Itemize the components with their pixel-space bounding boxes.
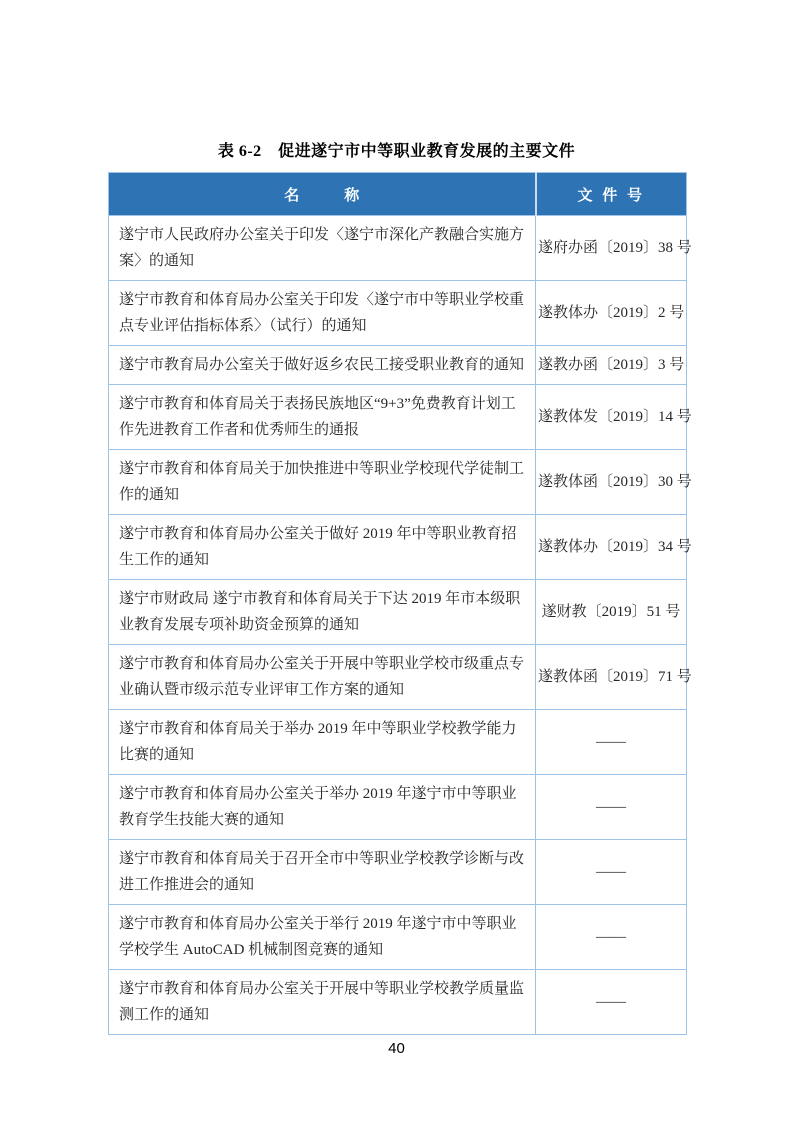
- table-header: [109, 173, 687, 216]
- table-row: [109, 645, 687, 710]
- table-row: [109, 346, 687, 385]
- header-row: [109, 173, 687, 216]
- document-number-cell: 遂府办函〔2019〕38 号: [536, 216, 687, 281]
- document-name-cell: 遂宁市教育和体育局关于举办 2019 年中等职业学校教学能力比赛的通知: [109, 710, 536, 775]
- document-name-cell: 遂宁市教育和体育局办公室关于开展中等职业学校市级重点专业确认暨市级示范专业评审工作方案的通知: [109, 645, 536, 710]
- document-number-cell: ——: [536, 710, 687, 775]
- document-number-cell: 遂教体办〔2019〕2 号: [536, 281, 687, 346]
- document-name-cell: 遂宁市财政局 遂宁市教育和体育局关于下达 2019 年市本级职业教育发展专项补助资金预算的通知: [109, 580, 536, 645]
- document-name-cell: 遂宁市人民政府办公室关于印发〈遂宁市深化产教融合实施方案〉的通知: [109, 216, 536, 281]
- table-row: [109, 775, 687, 840]
- document-name-cell: 遂宁市教育和体育局关于加快推进中等职业学校现代学徒制工作的通知: [109, 450, 536, 515]
- table-row: [109, 905, 687, 970]
- document-name-cell: 遂宁市教育和体育局办公室关于做好 2019 年中等职业教育招生工作的通知: [109, 515, 536, 580]
- document-name-cell: 遂宁市教育局办公室关于做好返乡农民工接受职业教育的通知: [109, 346, 536, 385]
- document-name-cell: 遂宁市教育和体育局办公室关于举办 2019 年遂宁市中等职业教育学生技能大赛的通知: [109, 775, 536, 840]
- table-row: [109, 515, 687, 580]
- document-number-cell: 遂教体函〔2019〕71 号: [536, 645, 687, 710]
- document-number-cell: 遂教体办〔2019〕34 号: [536, 515, 687, 580]
- table-caption: 表 6-2 促进遂宁市中等职业教育发展的主要文件: [217, 143, 576, 160]
- documents-table: [108, 172, 692, 1035]
- document-number-cell: ——: [536, 775, 687, 840]
- document-number-cell: ——: [536, 970, 687, 1035]
- document-name-cell: 遂宁市教育和体育局办公室关于开展中等职业学校教学质量监测工作的通知: [109, 970, 536, 1035]
- page-number: 40: [388, 1040, 405, 1057]
- table-row: [109, 281, 687, 346]
- column-header-doc-number: 文 件 号: [536, 173, 687, 216]
- table-row: [109, 385, 687, 450]
- table-row: [109, 450, 687, 515]
- document-name-cell: 遂宁市教育和体育局关于表扬民族地区“9+3”免费教育计划工作先进教育工作者和优秀师生的通报: [109, 385, 536, 450]
- table-row: [109, 580, 687, 645]
- document-number-cell: 遂教办函〔2019〕3 号: [536, 346, 687, 385]
- document-number-cell: ——: [536, 905, 687, 970]
- document-name-cell: 遂宁市教育和体育局关于召开全市中等职业学校教学诊断与改进工作推进会的通知: [109, 840, 536, 905]
- table-row: [109, 970, 687, 1035]
- document-number-cell: 遂财教〔2019〕51 号: [536, 580, 687, 645]
- document-name-cell: 遂宁市教育和体育局办公室关于举行 2019 年遂宁市中等职业学校学生 AutoCAD 机械制图竞赛的通知: [109, 905, 536, 970]
- document-number-cell: 遂教体发〔2019〕14 号: [536, 385, 687, 450]
- table-body: [109, 216, 692, 1035]
- table-row: [109, 840, 687, 905]
- table-row: [109, 710, 687, 775]
- document-number-cell: 遂教体函〔2019〕30 号: [536, 450, 687, 515]
- document-name-cell: 遂宁市教育和体育局办公室关于印发〈遂宁市中等职业学校重点专业评估指标体系〉（试行）的通知: [109, 281, 536, 346]
- table-row: [109, 216, 687, 281]
- document-number-cell: ——: [536, 840, 687, 905]
- column-header-name: 名 称: [109, 173, 536, 216]
